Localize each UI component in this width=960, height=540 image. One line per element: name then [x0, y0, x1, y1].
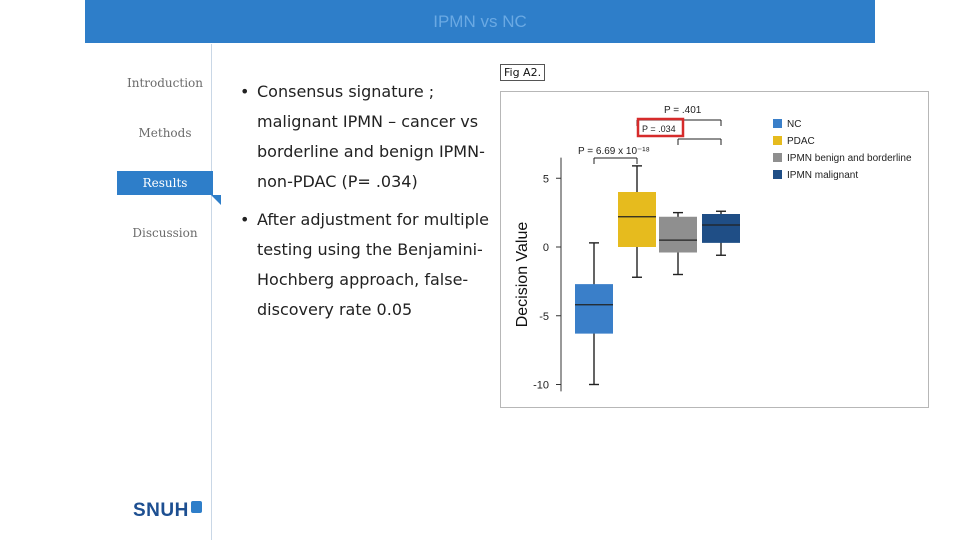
legend-swatch — [773, 136, 782, 145]
box-0 — [575, 284, 613, 334]
logo-mark-icon — [191, 501, 202, 513]
active-nav-indicator — [211, 195, 221, 205]
p-value-label: P = .401 — [664, 105, 702, 116]
legend-label: PDAC — [787, 136, 815, 147]
nav-item-discussion[interactable]: Discussion — [132, 226, 198, 240]
sidebar-divider — [211, 44, 212, 540]
bullet-item — [240, 205, 500, 325]
p-value-label: P = 6.69 x 10⁻¹⁸ — [578, 146, 650, 157]
bullet-text: Consensus signature ; malignant IPMN – cancer vs borderline and benign IPMN-non-PDAC (P= .034) — [257, 82, 485, 191]
slide-title: IPMN vs NC — [433, 11, 527, 31]
bullet-marker: • — [240, 210, 250, 229]
bullet-text: After adjustment for multiple testing using the Benjamini-Hochberg approach, false-discovery rate 0.05 — [257, 210, 490, 319]
legend-swatch — [773, 170, 782, 179]
title-bar — [85, 0, 875, 43]
y-tick-label: -5 — [539, 310, 549, 323]
legend-label: IPMN malignant — [787, 170, 859, 181]
y-tick-label: -10 — [533, 379, 549, 392]
nav-item-results[interactable]: Results — [117, 171, 213, 195]
legend-label: IPMN benign and borderline — [787, 153, 912, 164]
box-2 — [659, 217, 697, 253]
chart-frame — [500, 91, 929, 408]
nav-item-introduction[interactable]: Introduction — [127, 76, 203, 90]
bullet-item — [240, 77, 500, 197]
legend-swatch — [773, 119, 782, 128]
figure-label: Fig A2. — [500, 64, 545, 81]
y-tick-label: 5 — [542, 173, 549, 186]
y-axis-label: Decision Value — [514, 221, 531, 328]
logo-text: SNUH — [133, 500, 189, 521]
legend-label: NC — [787, 119, 802, 130]
snuh-logo — [133, 500, 202, 522]
p-value-label: P = .034 — [642, 124, 676, 134]
box-1 — [618, 192, 656, 247]
bullet-marker: • — [240, 82, 250, 101]
legend-swatch — [773, 153, 782, 162]
y-tick-label: 0 — [542, 242, 549, 254]
bullet-list — [240, 77, 500, 333]
boxplot-chart — [501, 92, 928, 407]
nav-item-methods[interactable]: Methods — [138, 126, 192, 140]
box-3 — [702, 214, 740, 243]
